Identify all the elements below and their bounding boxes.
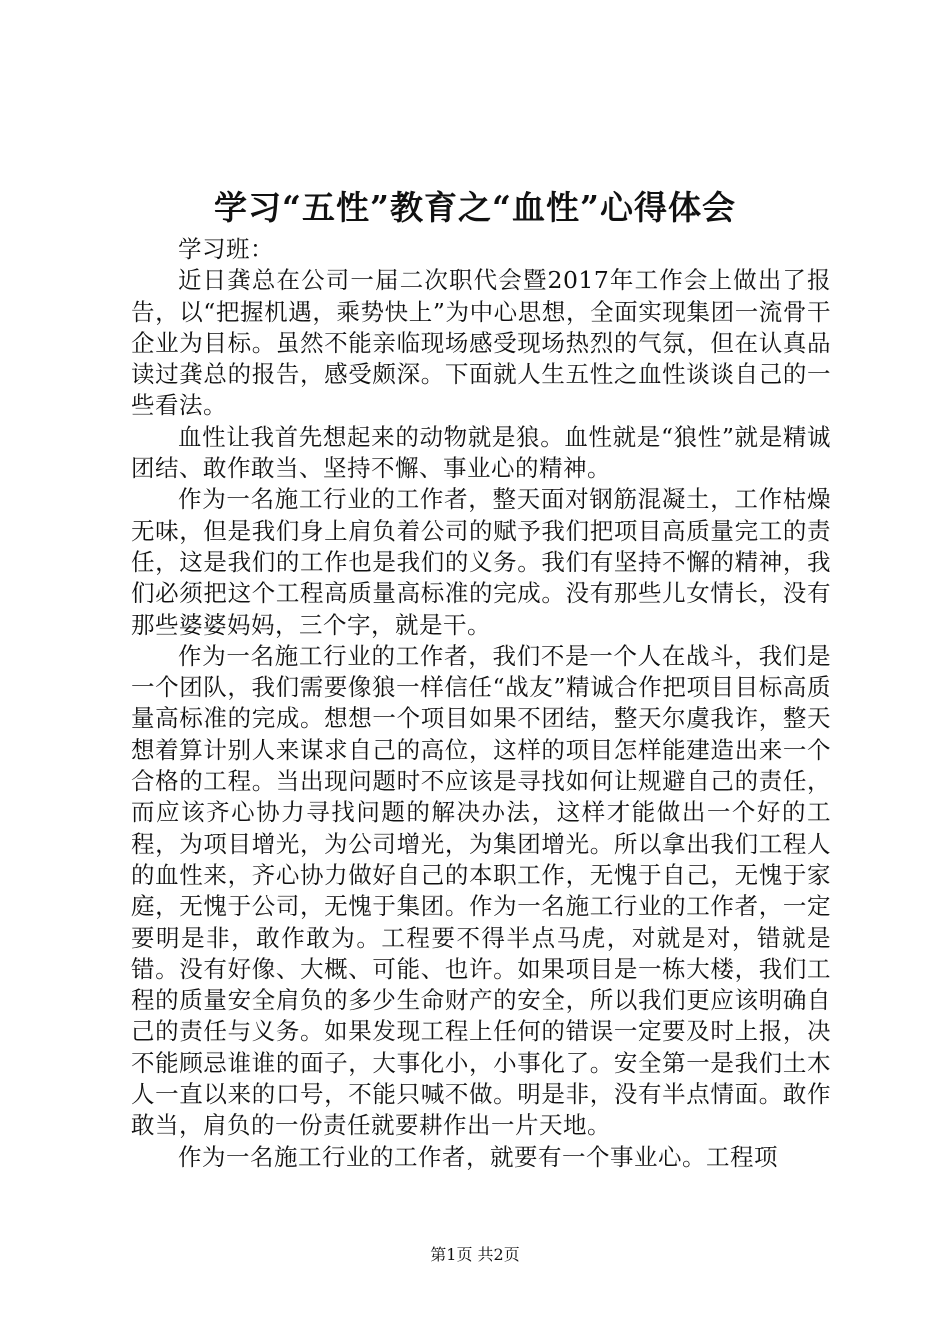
- paragraph-wolf: 血性让我首先想起来的动物就是狼。血性就是“狼性”就是精诚团结、敢作敢当、坚持不懈、事业心的精神。: [131, 422, 831, 483]
- salutation: 学习班：: [178, 235, 274, 263]
- paragraph-dedication: 作为一名施工行业的工作者，就要有一个事业心。工程项: [178, 1142, 778, 1171]
- paragraph-intro: 近日龚总在公司一届二次职代会暨2017年工作会上做出了报告，以“把握机遇，乘势快上”为中心思想，全面实现集团一流骨干企业为目标。虽然不能亲临现场感受现场热烈的气氛，但在认真品读过龚总的报告，感受颇深。下面就人生五性之血性谈谈自己的一些看法。: [131, 266, 831, 420]
- page-number-footer: 第1页 共2页: [430, 1245, 520, 1264]
- document-body: [131, 234, 831, 1173]
- document-title: 学习“五性”教育之“血性”心得体会: [214, 188, 736, 227]
- paragraph-teamwork: 作为一名施工行业的工作者，我们不是一个人在战斗，我们是一个团队，我们需要像狼一样信任“战友”精诚合作把项目目标高质量高标准的完成。想想一个项目如果不团结，整天尔虞我诈，整天想着算计别人来谋求自己的高位，这样的项目怎样能建造出来一个合格的工程。当出现问题时不应该是寻找如何让规避自己的责任，而应该齐心协力寻找问题的解决办法，这样才能做出一个好的工程，为项目增光，为公司增光，为集团增光。所以拿出我们工程人的血性来，齐心协力做好自己的本职工作，无愧于自己，无愧于家庭，无愧于公司，无愧于集团。作为一名施工行业的工作者，一定要明是非，敢作敢为。工程要不得半点马虎，对就是对，错就是错。没有好像、大概、可能、也许。如果项目是一栋大楼，我们工程的质量安全肩负的多少生命财产的安全，所以我们更应该明确自己的责任与义务。如果发现工程上任何的错误一定要及时上报，决不能顾忌谁谁的面子，大事化小，小事化了。安全第一是我们土木人一直以来的口号，不能只喊不做。明是非，没有半点情面。敢作敢当，肩负的一份责任就要耕作出一片天地。: [131, 641, 831, 1140]
- paragraph-perseverance: 作为一名施工行业的工作者，整天面对钢筋混凝土，工作枯燥无味，但是我们身上肩负着公司的赋予我们把项目高质量完工的责任，这是我们的工作也是我们的义务。我们有坚持不懈的精神，我们必须把这个工程高质量高标准的完成。没有那些儿女情长，没有那些婆婆妈妈，三个字，就是干。: [131, 485, 831, 639]
